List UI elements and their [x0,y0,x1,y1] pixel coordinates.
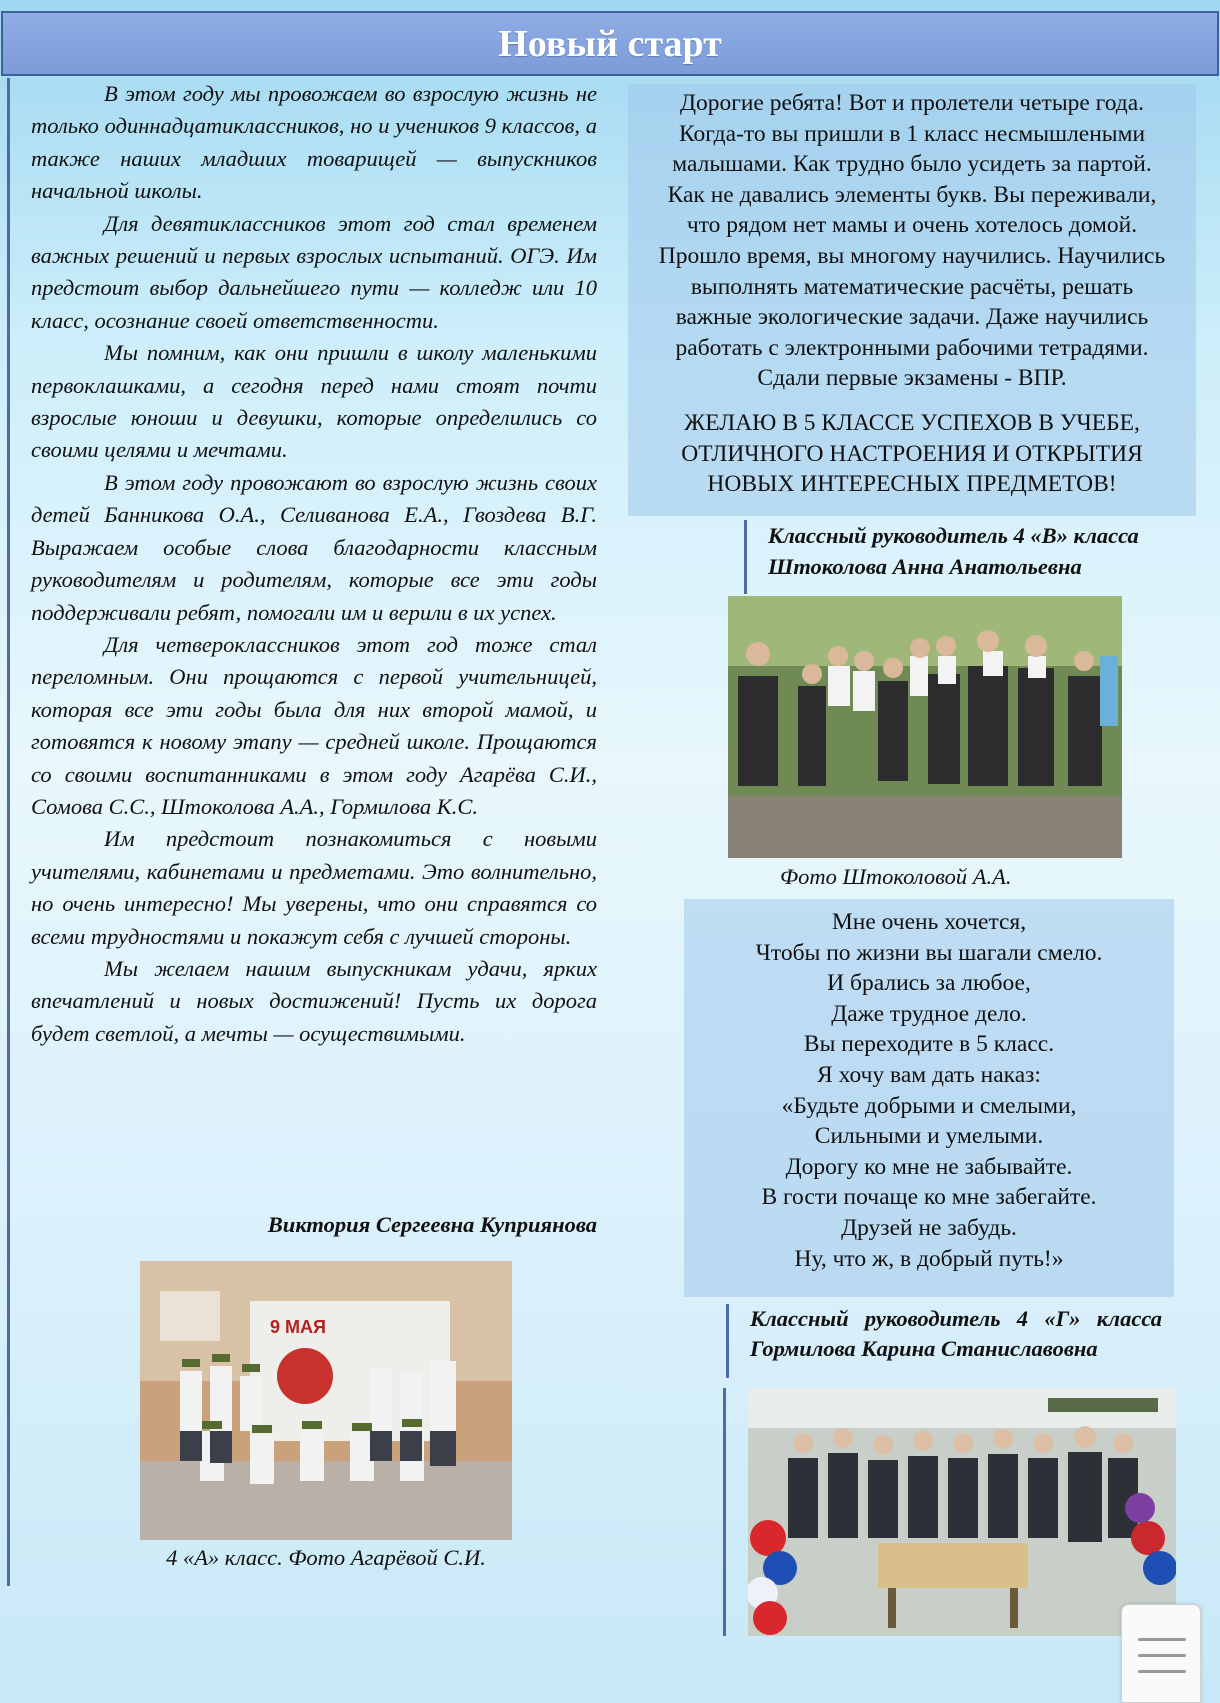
poem-line: Вы переходите в 5 класс. [803,1031,1055,1058]
hamburger-icon-bar [1138,1670,1186,1673]
poem-line: И брались за любое, [827,970,1031,997]
article-paragraph: Им предстоит познакомиться с новыми учителями, кабинетами и предметами. Это волнительно, но очень интересно! Мы уверены, что они справятся со всеми трудностями и покажут себя с лучшей стороны. [31,826,597,949]
class-4a-photo-image [140,1261,512,1540]
article-paragraph: В этом году мы провожаем во взрослую жизнь не только одиннадцатиклассников, но и учеников 9 классов, а также наших младших товарищей — выпускников начальной школы. [31,81,597,204]
address-line: малышами. Как трудно было усидеть за партой. [672,151,1152,178]
page-title: Новый старт [498,22,722,65]
teacher-4v-signature [768,520,1188,582]
teacher-line: Классный руководитель 4 «Г» класса [750,1306,1162,1331]
photo2-rule [723,1388,726,1636]
poem-line: Дорогу ко мне не забывайте. [785,1153,1073,1180]
article-paragraph: Для девятиклассников этот год стал временем важных решений и первых взрослых испытаний. ОГЭ. Им предстоит выбор дальнейшего пути — колледж или 10 класс, осознание своей ответственности. [31,210,597,333]
teacher2-rule [726,1304,729,1378]
poem-line: Друзей не забудь. [841,1214,1017,1241]
class-4v-photo-caption: Фото Штоколовой А.А. [780,864,1012,889]
poem-line: Я хочу вам дать наказ: [817,1061,1041,1088]
address-box [628,84,1196,516]
page-title-banner [1,11,1219,76]
class-4v-photo-image [728,596,1122,858]
poem-line: Мне очень хочется, [831,909,1027,935]
class-4a-photo-caption: 4 «А» класс. Фото Агарёвой С.И. [166,1545,486,1570]
wish-line: ОТЛИЧНОГО НАСТРОЕНИЯ И ОТКРЫТИЯ [681,440,1143,467]
poem-line: Чтобы по жизни вы шагали смело. [755,939,1103,966]
article-paragraph: Мы желаем нашим выпускникам удачи, ярких впечатлений и новых достижений! Пусть их дорога будет светлой, а мечты — осуществимыми. [31,955,597,1046]
teacher-line: Штоколова Анна Анатольевна [768,554,1082,579]
article-paragraph: В этом году провожают во взрослую жизнь своих детей Банникова О.А., Селиванова Е.А., Гвоздева В.Г. Выражаем особые слова благодарности классным руководителям и родителям, которые все эти годы поддерживали ребят, помогали им и верили в их успех. [31,469,597,625]
hamburger-icon-bar [1138,1654,1186,1657]
article-text [31,78,597,1050]
poem-line: «Будьте добрыми и смелыми, [781,1092,1077,1119]
class-4g-photo-image [748,1388,1176,1636]
class-4a-photo [140,1261,512,1540]
poem-line: Сильными и умелыми. [814,1123,1044,1150]
menu-button[interactable] [1121,1604,1201,1703]
wish-line: ЖЕЛАЮ В 5 КЛАССЕ УСПЕХОВ В УЧЕБЕ, [684,409,1140,436]
address-line: работать с электронными рабочими тетрадями. [675,334,1149,361]
address-line: Как не давались элементы букв. Вы переживали, [667,181,1157,208]
teacher1-rule [744,520,747,594]
wish-line: НОВЫХ ИНТЕРЕСНЫХ ПРЕДМЕТОВ! [707,471,1117,498]
address-line: Когда-то вы пришли в 1 класс несмышлеными [678,120,1146,147]
teacher-line: Классный руководитель 4 «В» класса [768,523,1139,548]
address-line: Дорогие ребята! Вот и пролетели четыре года. [679,90,1145,116]
left-margin-rule [7,78,10,1586]
address-line: что рядом нет мамы и очень хотелось домой. [686,212,1138,239]
address-line: важные экологические задачи. Даже научились [675,304,1149,331]
poem-line: В гости почаще ко мне забегайте. [761,1184,1097,1211]
photo-banner-text: 9 МАЯ [270,1317,326,1337]
address-line: Прошло время, вы многому научились. Научились [658,242,1166,269]
poem-line: Ну, что ж, в добрый путь!» [794,1245,1064,1272]
address-line: Сдали первые экзамены - ВПР. [757,365,1067,392]
article-paragraph: Мы помним, как они пришли в школу маленькими первоклашками, а сегодня перед нами стоят почти взрослые юноши и девушки, которые определились со своими целями и мечтами. [31,340,597,463]
poem-line: Даже трудное дело. [831,1000,1027,1027]
class-4v-photo [728,596,1122,858]
teacher-line: Гормилова Карина Станиславовна [750,1336,1098,1361]
teacher-4g-signature [750,1304,1162,1364]
article-author: Виктория Сергеевна Куприянова [267,1212,597,1237]
poem-box [684,899,1174,1297]
hamburger-icon-bar [1138,1638,1186,1641]
address-line: выполнять математические расчёты, решать [690,273,1134,300]
class-4g-photo [748,1388,1176,1636]
article-paragraph: Для четвероклассников этот год тоже стал переломным. Они прощаются с первой учительницей, которая все эти годы была для них второй мамой, и готовятся к новому этапу — средней школе. Прощаются со своими воспитанниками в этом году Агарёва С.И., Сомова С.С., Штоколова А.А., Гормилова К.С. [31,631,597,819]
